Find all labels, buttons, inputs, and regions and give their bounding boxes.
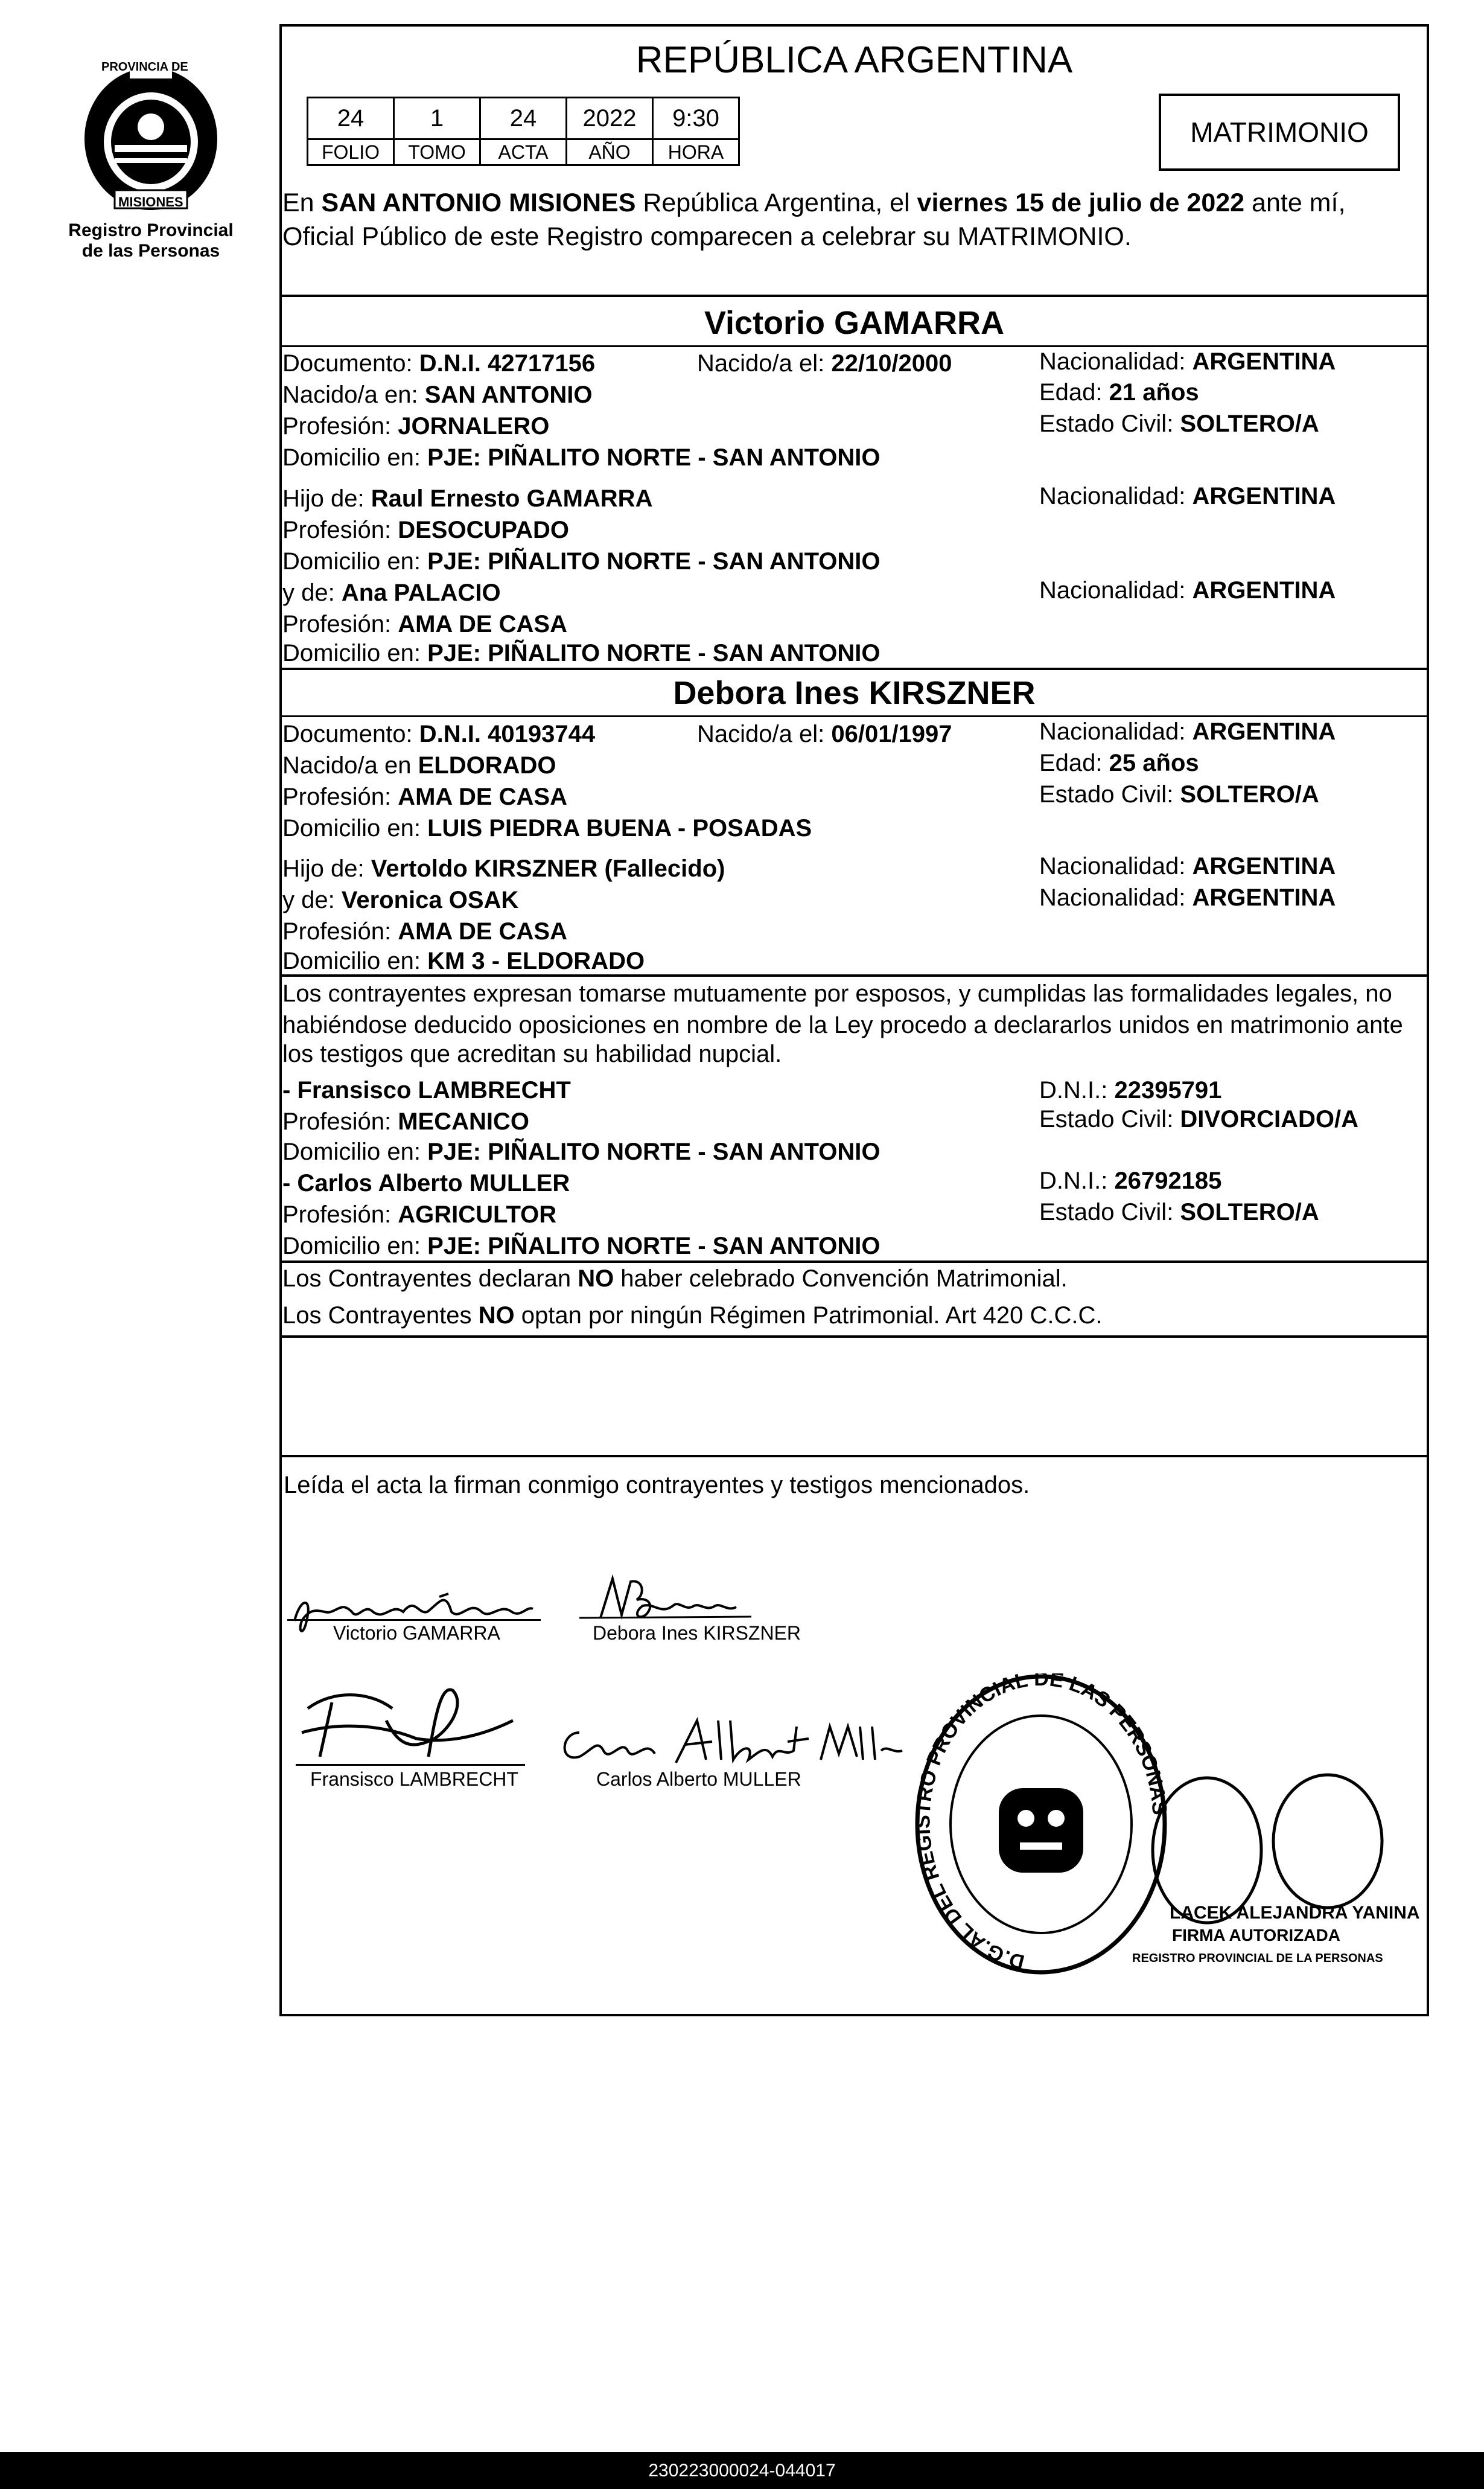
bride-father-nationality [1039, 852, 1336, 881]
bride-birth-place [282, 751, 556, 780]
value: Vertoldo KIRSZNER (Fallecido) [371, 855, 725, 882]
intro-text-c: ante mí, [1244, 188, 1346, 217]
label: Nacido/a en: [282, 382, 425, 408]
handwritten-signature-icon [555, 1708, 911, 1775]
handwritten-signature-icon [296, 1684, 525, 1769]
bride-age [1039, 749, 1199, 778]
logo-text-top: PROVINCIA DE [101, 60, 188, 74]
groom-signature-caption: Victorio GAMARRA [333, 1622, 500, 1644]
value: SOLTERO/A [1180, 781, 1319, 808]
bride-civil-status [1039, 780, 1319, 809]
intro-text-b: República Argentina, el [635, 188, 917, 217]
divider [279, 295, 1429, 297]
folio-label: FOLIO [308, 139, 394, 165]
value: AMA DE CASA [398, 784, 567, 810]
witness-1-profession [282, 1107, 529, 1136]
convention-line-1 [282, 1264, 1068, 1293]
label: Edad: [1039, 379, 1109, 406]
witness-1-signature [296, 1684, 525, 1772]
bride-document [282, 720, 595, 749]
closing-statement: Leída el acta la firman conmigo contrayentes y testigos mencionados. [284, 1472, 1030, 1498]
tomo-value: 1 [394, 98, 480, 139]
footer-code: 230223000024-044017 [0, 2452, 1484, 2489]
official-title: FIRMA AUTORIZADA [1172, 1926, 1340, 1944]
value: PJE: PIÑALITO NORTE - SAN ANTONIO [427, 1233, 881, 1259]
acta-label: ACTA [480, 139, 567, 165]
value: KM 3 - ELDORADO [427, 948, 645, 974]
handwritten-signature-icon [576, 1570, 757, 1627]
registry-table [307, 97, 740, 166]
label: Profesión: [282, 413, 398, 439]
value: PJE: PIÑALITO NORTE - SAN ANTONIO [427, 640, 881, 666]
value: AGRICULTOR [398, 1201, 557, 1228]
official-seal [908, 1673, 1174, 1987]
label: Profesión: [282, 784, 398, 810]
bride-mother [282, 886, 518, 915]
seal-ring-text-path: D.G.AL DEL REGISTRO PROVINCIAL DE LAS PERSONAS [911, 1673, 1171, 1974]
label: Domicilio en: [282, 815, 428, 842]
groom-mother-nationality [1039, 576, 1336, 605]
bride-mother-nationality [1039, 883, 1336, 912]
witness-2-dni [1039, 1166, 1221, 1195]
text: Los Contrayentes [282, 1302, 479, 1329]
label: Nacionalidad: [1039, 577, 1193, 604]
groom-mother [282, 578, 501, 607]
value: SOLTERO/A [1180, 1199, 1319, 1225]
label: Nacido/a en [282, 752, 418, 779]
bride-mother-address [282, 947, 645, 976]
anio-value: 2022 [567, 98, 653, 139]
label: Nacionalidad: [1039, 884, 1193, 911]
value: 06/01/1997 [831, 721, 952, 747]
declaration-line-2: habiéndose deducido oposiciones en nombre de la Ley procedo a declararlos unidos en matrimonio ante [282, 1012, 1403, 1038]
label: Domicilio en: [282, 548, 428, 575]
value: 26792185 [1114, 1168, 1222, 1194]
witness-2-profession [282, 1200, 556, 1229]
folio-value: 24 [308, 98, 394, 139]
value: MECANICO [398, 1108, 529, 1135]
tomo-label: TOMO [394, 139, 480, 165]
registry-name-line2: de las Personas [81, 241, 220, 261]
witness-2-civil-status [1039, 1198, 1319, 1227]
province-logo [72, 54, 229, 217]
bride-signature-caption: Debora Ines KIRSZNER [593, 1622, 801, 1644]
value: PJE: PIÑALITO NORTE - SAN ANTONIO [427, 548, 881, 575]
witness-2-address [282, 1232, 881, 1260]
groom-birth-date [697, 349, 952, 378]
convention-line-2 [282, 1301, 1103, 1330]
emphasis: NO [478, 1302, 515, 1329]
value: ARGENTINA [1192, 483, 1336, 510]
label: Estado Civil: [1039, 781, 1180, 808]
witness-2-signature-caption: Carlos Alberto MULLER [596, 1768, 801, 1790]
value: ARGENTINA [1192, 718, 1336, 745]
label: Documento: [282, 721, 419, 747]
bride-address [282, 814, 812, 843]
label: Nacido/a el: [697, 350, 832, 377]
intro-line-2: Oficial Público de este Registro comparecen a celebrar su MATRIMONIO. [282, 222, 1132, 251]
act-type-box: MATRIMONIO [1159, 94, 1400, 171]
label: Nacionalidad: [1039, 853, 1193, 880]
seal-inner-text: SAN ANTONIO · MINISTERIO DE GOBIERNO [978, 1859, 990, 1860]
groom-name: Victorio GAMARRA [704, 305, 1005, 341]
acta-value: 24 [480, 98, 567, 139]
value: PJE: PIÑALITO NORTE - SAN ANTONIO [427, 444, 881, 471]
bride-profession [282, 782, 567, 811]
divider [279, 974, 1429, 977]
groom-address [282, 443, 881, 472]
label: D.N.I.: [1039, 1077, 1115, 1104]
label: Domicilio en: [282, 948, 428, 974]
label: Domicilio en: [282, 1139, 428, 1165]
groom-father-address [282, 547, 881, 576]
value: 22395791 [1114, 1077, 1222, 1104]
divider [279, 1260, 1429, 1263]
value: 25 años [1109, 750, 1199, 776]
value: ARGENTINA [1192, 577, 1336, 604]
label: Documento: [282, 350, 419, 377]
value: SAN ANTONIO [424, 382, 593, 408]
label: Edad: [1039, 750, 1109, 776]
groom-signature-line [287, 1619, 541, 1621]
official-name: LACEK ALEJANDRA YANINA [1170, 1903, 1420, 1923]
label: Domicilio en: [282, 1233, 428, 1259]
emphasis: NO [578, 1265, 614, 1292]
value: D.N.I. 40193744 [419, 721, 596, 747]
intro-line-1 [282, 188, 1345, 217]
value: DIVORCIADO/A [1180, 1106, 1358, 1133]
hora-label: HORA [653, 139, 739, 165]
bride-birth-date [697, 720, 952, 749]
value: Raul Ernesto GAMARRA [371, 485, 653, 512]
label: y de: [282, 887, 342, 913]
label: Domicilio en: [282, 640, 428, 666]
groom-birth-place [282, 380, 593, 409]
declaration-line-3: los testigos que acreditan su habilidad nupcial. [282, 1041, 782, 1067]
anio-label: AÑO [567, 139, 653, 165]
groom-mother-address [282, 639, 881, 668]
label: Hijo de: [282, 855, 371, 882]
value: AMA DE CASA [398, 611, 567, 637]
label: Estado Civil: [1039, 411, 1180, 437]
witness-1-name: - Fransisco LAMBRECHT [282, 1077, 571, 1104]
declaration-line-1: Los contrayentes expresan tomarse mutuamente por esposos, y cumplidas las formalidades legales, no [282, 980, 1392, 1007]
misiones-coat-of-arms-icon [72, 54, 229, 217]
value: ARGENTINA [1192, 884, 1336, 911]
label: Estado Civil: [1039, 1199, 1180, 1225]
label: Profesión: [282, 517, 398, 543]
witness-1-civil-status [1039, 1105, 1358, 1134]
label: Hijo de: [282, 485, 371, 512]
label: Nacionalidad: [1039, 483, 1193, 510]
witness-1-signature-line [296, 1764, 525, 1766]
bride-nationality [1039, 717, 1336, 746]
value: ARGENTINA [1192, 348, 1336, 375]
label: Nacido/a el: [697, 721, 832, 747]
divider [279, 1455, 1429, 1457]
label: D.N.I.: [1039, 1168, 1115, 1194]
divider [279, 668, 1429, 670]
witness-1-dni [1039, 1076, 1221, 1105]
label: Profesión: [282, 918, 398, 945]
groom-mother-profession [282, 610, 567, 639]
witness-1-address [282, 1137, 881, 1166]
text: haber celebrado Convención Matrimonial. [614, 1265, 1068, 1292]
value: 22/10/2000 [831, 350, 952, 377]
value: LUIS PIEDRA BUENA - POSADAS [427, 815, 812, 842]
groom-father [282, 484, 652, 513]
value: ARGENTINA [1192, 853, 1336, 880]
groom-age [1039, 378, 1199, 407]
witness-1-signature-caption: Fransisco LAMBRECHT [310, 1768, 518, 1790]
registry-seal-icon [908, 1673, 1174, 1987]
label: Profesión: [282, 611, 398, 637]
bride-signature [576, 1570, 757, 1630]
label: Nacionalidad: [1039, 718, 1193, 745]
groom-father-nationality [1039, 482, 1336, 511]
value: Ana PALACIO [341, 580, 501, 606]
groom-document [282, 349, 595, 378]
value: ELDORADO [418, 752, 556, 779]
value: JORNALERO [398, 413, 550, 439]
value: DESOCUPADO [398, 517, 569, 543]
intro-date: viernes 15 de julio de 2022 [917, 188, 1245, 217]
groom-nationality [1039, 347, 1336, 376]
label: Nacionalidad: [1039, 348, 1193, 375]
value: AMA DE CASA [398, 918, 567, 945]
hora-value: 9:30 [653, 98, 739, 139]
registry-name [54, 220, 247, 261]
value: SOLTERO/A [1180, 411, 1319, 437]
label: Estado Civil: [1039, 1106, 1180, 1133]
official-office: REGISTRO PROVINCIAL DE LA PERSONAS [1132, 1952, 1383, 1965]
intro-place: SAN ANTONIO MISIONES [321, 188, 636, 217]
witness-2-name: - Carlos Alberto MULLER [282, 1170, 570, 1197]
value: Veronica OSAK [341, 887, 519, 913]
groom-profession [282, 412, 549, 441]
bride-name: Debora Ines KIRSZNER [673, 675, 1036, 711]
groom-father-profession [282, 516, 569, 545]
value: PJE: PIÑALITO NORTE - SAN ANTONIO [427, 1139, 881, 1165]
bride-mother-profession [282, 917, 567, 946]
label: Profesión: [282, 1201, 398, 1228]
value: D.N.I. 42717156 [419, 350, 596, 377]
divider [279, 1335, 1429, 1338]
label: Profesión: [282, 1108, 398, 1135]
bride-father [282, 854, 725, 883]
groom-civil-status [1039, 409, 1319, 438]
logo-text-bottom: MISIONES [118, 194, 183, 209]
label: y de: [282, 580, 342, 606]
text: Los Contrayentes declaran [282, 1265, 578, 1292]
intro-text-a: En [282, 188, 322, 217]
registry-name-line1: Registro Provincial [68, 220, 234, 240]
label: Domicilio en: [282, 444, 428, 471]
country-title: REPÚBLICA ARGENTINA [635, 39, 1073, 81]
text: optan por ningún Régimen Patrimonial. Art 420 C.C.C. [514, 1302, 1103, 1329]
value: 21 años [1109, 379, 1199, 406]
